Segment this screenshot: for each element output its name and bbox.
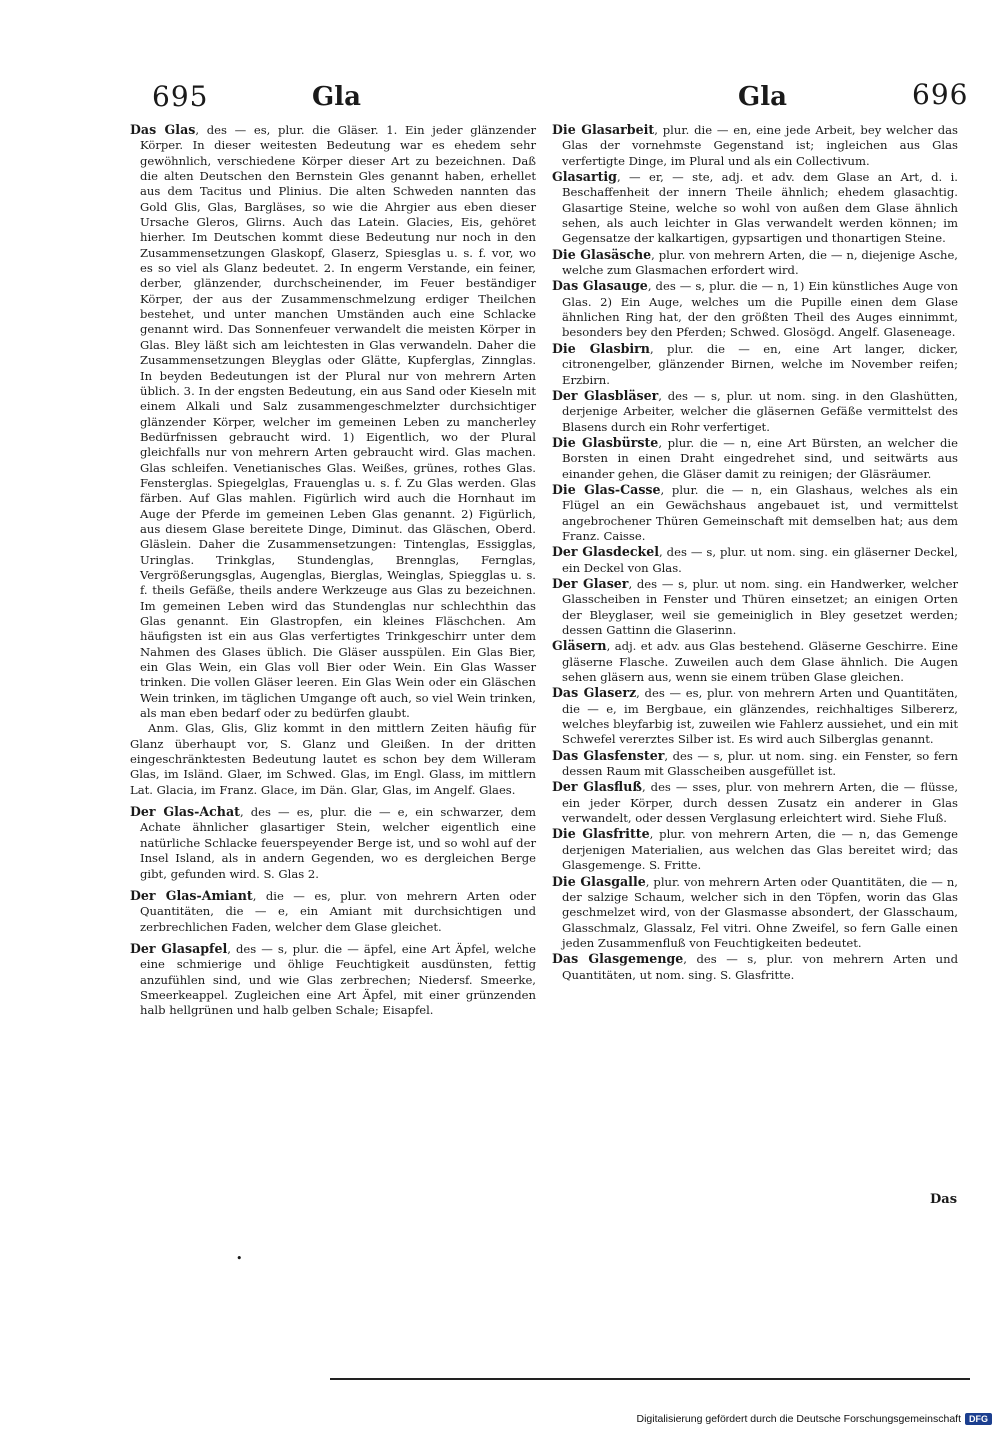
margin-mark: • <box>236 1252 243 1265</box>
entry-glasern <box>552 638 958 685</box>
entry-lemma: Glasartig <box>552 169 617 185</box>
entry-glasauge <box>552 278 958 340</box>
entry-glasasche <box>552 247 958 279</box>
entry-lemma: Das Glasgemenge <box>552 951 684 967</box>
entry-text: , des — es, plur. die — e, ein schwarzer, dem Achate ähnlicher glasartiger Stein, welcher eigentlich eine natürliche Schlacke feuerspeyender Berge ist, und so wohl auf der Insel Island, als in andern Gegenden, wo es dergleichen Berge gibt, gefunden wird. S. Glas 2. <box>140 805 536 881</box>
entry-text: , des — s, plur. ut nom. sing. ein Fenster, so fern dessen Raum mit Glasscheiben ausgefüllet ist. <box>562 748 958 779</box>
entry-das-glas <box>130 122 536 721</box>
entry-glasburste <box>552 435 958 482</box>
entry-lemma: Der Glas-Achat <box>130 804 240 820</box>
entry-text: , plur. die — n, eine Art Bürsten, an welcher die Borsten in einen Draht eingedrehet sind, und seitwärts aus einander gehen, die Gläser damit zu reinigen; der Gläsräumer. <box>562 435 958 481</box>
page-header <box>0 78 1000 118</box>
entry-text: , plur. von mehrern Arten, die — n, diejenige Asche, welche zum Glasmachen erfordert wird. <box>562 247 958 278</box>
entry-text: , des — sses, plur. von mehrern Arten, die — flüsse, ein jeder Körper, durch dessen Zusatz ein anderer in Glas verwandelt, oder dessen Verglasung erleichtert wird. Siehe Fluß. <box>562 780 959 826</box>
entry-glasbirn <box>552 341 958 388</box>
entry-text: , — er, — ste, adj. et adv. dem Glase an Art, d. i. Beschaffenheit der innern Theile ähnlich; ehedem glasachtig. Glasartige Steine, welche so wohl von außen dem Glase ähnlich sehen, als auch leichter in Glas verwandelt werden können; im Gegensatze der kalkartigen, gypsartigen und thonartigen Steine. <box>562 170 958 246</box>
entry-lemma: Der Glaser <box>552 575 629 591</box>
entry-glasartig <box>552 169 958 247</box>
entry-lemma: Der Glasdeckel <box>552 544 660 560</box>
entry-glasapfel <box>130 941 536 1019</box>
entry-lemma: Gläsern <box>552 638 607 654</box>
entry-lemma: Der Glasfluß <box>552 779 642 795</box>
entry-lemma: Die Glasbürste <box>552 434 659 450</box>
entry-text: , des — es, plur. von mehrern Arten und Quantitäten, die — e, im Bergbaue, ein glänzendes, reichhaltiges Silbererz, welches bleyfarbig ist, zuweilen wie Fahlerz aussiehet, und ein mit Schwefel vererztes Silber ist. Es wird auch Silberglas genannt. <box>562 686 958 747</box>
entry-text: , des — s, plur. die — äpfel, eine Art Äpfel, welche eine schmierige und öhlige Feuchtigkeit ausdünsten, fettig anzufühlen sind, und wie Glas zerbrechen; Niedersf. Smeerke, Smeerkeappel. Zugleichen eine Art Äpfel, mit einer grünzenden halb hellgrünen und halb gelben Schale; Eisapfel. <box>140 941 536 1018</box>
entry-glasgemenge <box>552 951 958 983</box>
entry-glas-achat <box>130 804 536 882</box>
entry-text: Anm. Glas, Glis, Gliz kommt in den mittlern Zeiten häufig für Glanz überhaupt vor, S. Glanz und Gleißen. In der dritten eingeschränktesten Bedeutung lautet es schon bey dem Willeram Glas, im Isländ. Glaer, im Schwed. Glas, im Engl. Glass, im mittlern Lat. Glacia, im Franz. Glace, im Dän. Glar, Glas, im Angelf. Glaes. <box>130 721 536 797</box>
right-column <box>552 122 958 983</box>
entry-text: , des — s, plur. ut nom. sing. in den Glashütten, derjenige Arbeiter, welcher die gläsernen Gefäße vermittelst des Blasens durch ein Rohr verfertiget. <box>562 388 958 434</box>
entry-lemma: Die Glas-Casse <box>552 481 661 497</box>
entry-lemma: Die Glasgalle <box>552 873 646 889</box>
entry-lemma: Die Glasäsche <box>552 246 652 262</box>
left-column <box>130 122 536 1019</box>
entry-glasfritte <box>552 826 958 873</box>
entry-text: , die — es, plur. von mehrern Arten oder Quantitäten, die — e, ein Amiant mit durchsichtigen und zerbrechlichen Faden, welcher dem Glase gleichet. <box>140 888 536 934</box>
entry-lemma: Das Glasfenster <box>552 747 665 763</box>
entry-text: , plur. die — en, eine Art langer, dicker, citronengelber, glänzender Birnen, welche im November reifen; Erzbirn. <box>562 341 958 387</box>
entry-lemma: Die Glasbirn <box>552 340 650 356</box>
funding-text: Digitalisierung gefördert durch die Deutsche Forschungsgemeinschaft <box>636 1413 961 1425</box>
entry-glasfenster <box>552 748 958 780</box>
entry-text: , des — s, plur. ut nom. sing. ein gläserner Deckel, ein Deckel von Glas. <box>562 545 958 575</box>
entry-text: , des — s, plur. die — n, 1) Ein künstliches Auge von Glas. 2) Ein Auge, welches um die Pupille einen dem Glase ähnlichen Ring hat, der den größten Theil des Auges einnimmt, besonders bey den Pferden; Schwed. Glosögd. Angelf. Glaseneage. <box>562 279 958 340</box>
entry-glaserz <box>552 685 958 747</box>
right-page-number: 696 <box>912 78 969 111</box>
entry-glas-casse <box>552 482 958 544</box>
entry-note-anm <box>130 721 536 798</box>
entry-lemma: Die Glasfritte <box>552 826 650 842</box>
entry-text: , plur. die — en, eine jede Arbeit, bey welcher das Glas der vornehmste Gegenstand ist; ingleichen aus Glas verfertigte Dinge, im Plural und als ein Collectivum. <box>562 123 958 168</box>
entry-glasgalle <box>552 874 958 952</box>
entry-text: , des — s, plur. ut nom. sing. ein Handwerker, welcher Glasscheiben in Fenster und Thüren einsetzet; an einigen Orten der Bleyglaser, weil sie gemeiniglich in Bley gesetzet werden; dessen Gattinn die Glaserinn. <box>562 576 958 637</box>
entry-text: , plur. von mehrern Arten, die — n, das Gemenge derjenigen Materialien, aus welchen das Glas bereitet wird; das Glasgemenge. S. Fritte. <box>562 827 958 873</box>
entry-glaser <box>552 576 958 638</box>
right-running-headword: Gla <box>738 82 787 112</box>
entry-text: , adj. et adv. aus Glas bestehend. Gläserne Geschirre. Eine gläserne Flasche. Zuweilen auch dem Glase ähnlich. Die Augen sehen gläsern aus, wenn sie einem trüben Glase gleichen. <box>562 639 958 685</box>
entry-glasdeckel <box>552 544 958 576</box>
left-running-headword: Gla <box>312 82 361 112</box>
catchword: Das <box>930 1192 958 1207</box>
entry-text: , plur. die — n, ein Glashaus, welches als ein Flügel an ein Gewächshaus angebauet ist, und vermittelst angebrochener Thüren Gemeinschaft mit demselben hat; aus dem Franz. Caisse. <box>562 482 958 543</box>
entry-glasfluss <box>552 779 958 826</box>
entry-lemma: Der Glasapfel <box>130 940 228 956</box>
entry-text: , des — s, plur. von mehrern Arten und Quantitäten, ut nom. sing. S. Glasfritte. <box>562 952 958 982</box>
entry-lemma: Der Glas-Amiant <box>130 887 253 903</box>
left-page-number: 695 <box>152 80 209 113</box>
entry-text: , des — es, plur. die Gläser. 1. Ein jeder glänzender Körper. In dieser weitesten Bedeutung war es ehedem sehr gewöhnlich, verschiedene Körper dieser Art zu bezeichnen. Daß die alten Deutschen den Bernstein Gles genannt haben, erhellet aus dem Tacitus und Plinius. Die alten Schweden nannten das Gold Glis, Glas, Bargläses, so wie die Ahrgier aus eben dieser Ursache Gleros, Glirns. Auch das Latein. Glacies, Eis, gehöret hierher. Im Deutschen kommt diese Bedeutung nur noch in den Zusammensetzungen Glaskopf, Glaserz, Spiesglas u. s. f. vor, wo es so viel als Glanz bedeutet. 2. In engerm Verstande, ein feiner, derber, glänzender, durchscheinender, im Feuer beständiger Körper, der aus der Zusammenschmelzung erdiger Theilchen bestehet, und unter manchen Umständen auch eine Schlacke genannt wird. Das Sonnenfeuer verwandelt die meisten Körper in Glas. Bley läßt sich am leichtesten in Glas verwandeln. Daher die Zusammensetzungen Bleyglas oder Glätte, Kupferglas, Zinnglas. In beyden Bedeutungen ist der Plural nur von mehrern Arten üblich. 3. In der engsten Bedeutung, ein aus Sand oder Kieseln mit einem Alkali und Salz zusammengeschmelzter durchsichtiger glänzender Körper, welcher im gemeinen Leben zu mancherley Bedürfnissen gebraucht wird. 1) Eigentlich, wo der Plural gleichfalls nur von mehrern Arten gebraucht wird. Glas machen. Glas schleifen. Venetianisches Glas. Weißes, grünes, rothes Glas. Fensterglas. Spiegelglas, Frauenglas u. s. f. Zu Glas werden. Glas färben. Auf Glas mahlen. Figürlich wird auch die Hornhaut im Auge der Pferde im gemeinen Leben Glas genannt. 2) Figürlich, aus diesem Glase bereitete Dinge, Diminut. das Gläschen, Oberd. Gläslein. Daher die Zusammensetzungen: Tintenglas, Essigglas, Uringlas. Trinkglas, Stundenglas, Brennglas, Fernglas, Vergrößerungsglas, Augenglas, Bierglas, Weinglas, Spiegglas u. s. f. theils Gefäße, theils andere Werkzeuge aus Glas zu bezeichnen. Im gemeinen Leben wird das Stundenglas nur schlechthin das Glas genannt. Ein Glastropfen, ein kleines Fläschchen. Am häufigsten ist ein aus Glas verfertigtes Trinkgeschirr unter dem Nahmen des Glases üblich. Die Gläser ausspülen. Ein Glas Bier, ein Glas Wein, ein Glas voll Bier oder Wein. Ein Glas Wasser trinken. Die vollen Gläser leeren. Ein Glas Wein oder ein Gläschen Wein trinken, im täglichen Umgange oft auch, so viel Wein trinken, als man eben bedarf oder zu bedürfen glaubt. <box>140 123 536 721</box>
entry-lemma: Das Glaserz <box>552 685 637 701</box>
entry-glasblaser <box>552 388 958 435</box>
entry-lemma: Der Glasbläser <box>552 387 659 403</box>
bottom-rule <box>330 1378 970 1380</box>
entry-lemma: Die Glasarbeit <box>552 122 655 137</box>
dfg-logo[interactable]: DFG <box>965 1413 992 1425</box>
digitization-footer <box>606 1411 992 1427</box>
entry-glasarbeit <box>552 122 958 169</box>
entry-lemma: Das Glasauge <box>552 278 648 294</box>
entry-lemma: Das Glas <box>130 122 196 137</box>
entry-glas-amiant <box>130 888 536 935</box>
entry-text: , plur. von mehrern Arten oder Quantitäten, die — n, der salzige Schaum, welcher sich in den Töpfen, worin das Glas geschmelzet wird, von der Glasmasse absondert, der Glasschaum, Glasschmalz, Glassalz, Fel vitri. Ohne Zweifel, so fern Galle einen jeden Zusammenfluß von Feuchtigkeiten bedeutet. <box>562 874 958 950</box>
